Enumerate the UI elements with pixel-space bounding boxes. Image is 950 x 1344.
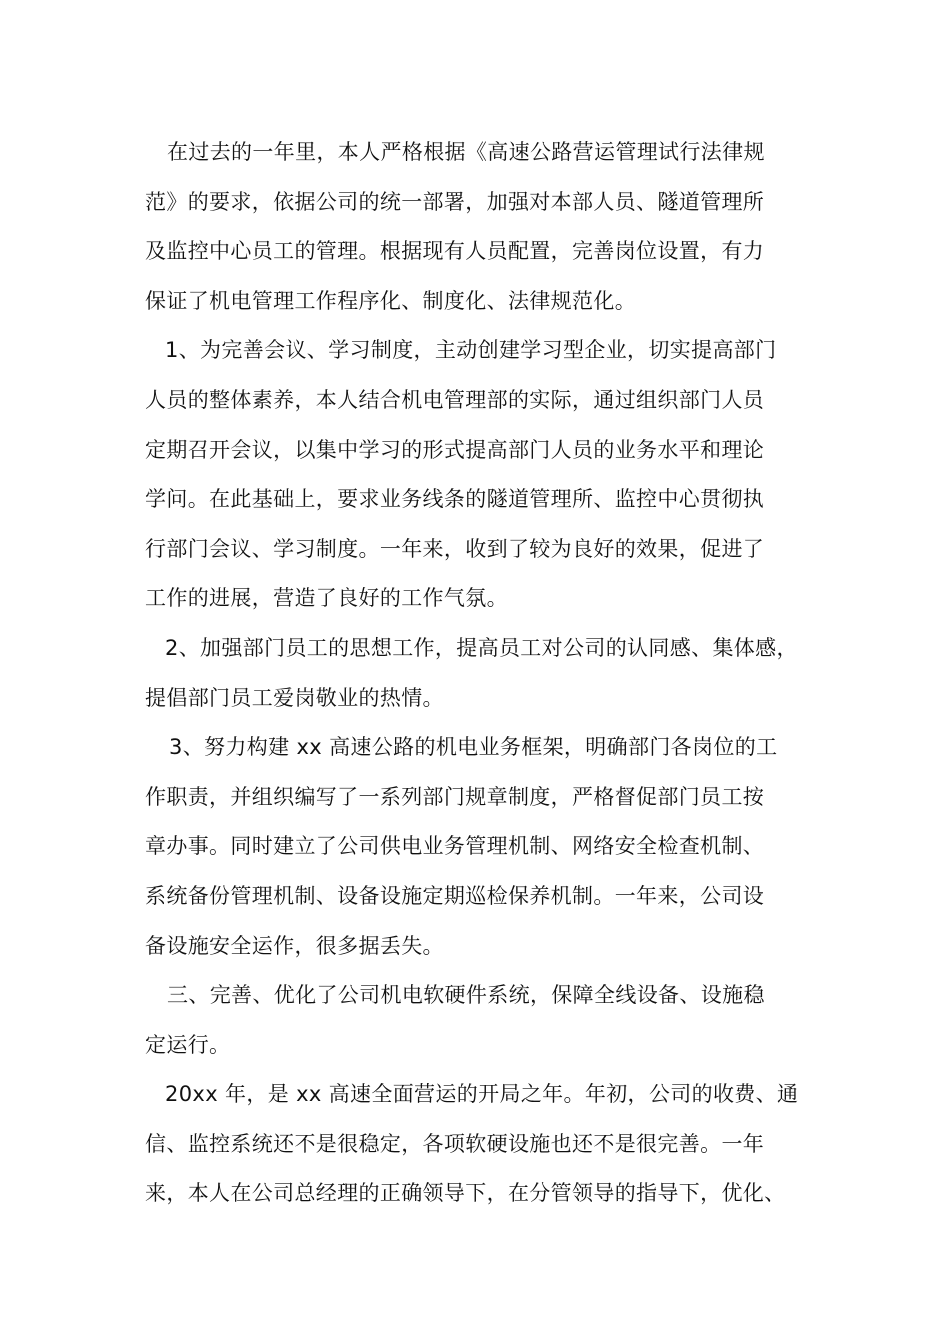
text-line: 在过去的一年里，本人严格根据《高速公路营运管理试行法律规 xyxy=(167,140,765,164)
paragraph-item-2 xyxy=(145,624,835,723)
text-line: 范》的要求，依据公司的统一部署，加强对本部人员、隧道管理所 xyxy=(145,189,765,214)
text-line: 20xx 年，是 xx 高速全面营运的开局之年。年初，公司的收费、通 xyxy=(165,1082,799,1107)
paragraph-intro xyxy=(145,128,835,326)
text-line: 作职责，并组织编写了一系列部门规章制度，严格督促部门员工按 xyxy=(145,784,765,809)
text-line: 定运行。 xyxy=(145,1032,231,1057)
text-line: 行部门会议、学习制度。一年来，收到了较为良好的效果，促进了 xyxy=(145,536,765,561)
paragraph-item-1 xyxy=(145,326,835,624)
text-line: 学问。在此基础上，要求业务线条的隧道管理所、监控中心贯彻执 xyxy=(145,487,765,512)
text-line: 及监控中心员工的管理。根据现有人员配置，完善岗位设置，有力 xyxy=(145,239,765,264)
text-line: 系统备份管理机制、设备设施定期巡检保养机制。一年来，公司设 xyxy=(145,883,765,908)
text-line: 三、完善、优化了公司机电软硬件系统，保障全线设备、设施稳 xyxy=(167,983,765,1008)
paragraph-item-3 xyxy=(145,723,835,971)
text-line: 人员的整体素养，本人结合机电管理部的实际，通过组织部门人员 xyxy=(145,387,765,412)
paragraph-year-summary xyxy=(145,1070,835,1219)
text-line: 备设施安全运作，很多据丢失。 xyxy=(145,933,444,958)
text-line: 信、监控系统还不是很稳定，各项软硬设施也还不是很完善。一年 xyxy=(145,1131,765,1156)
text-line: 章办事。同时建立了公司供电业务管理机制、网络安全检查机制、 xyxy=(145,834,765,859)
text-line: 定期召开会议，以集中学习的形式提高部门人员的业务水平和理论 xyxy=(145,437,765,462)
paragraph-section-3 xyxy=(145,971,835,1070)
text-line: 1、为完善会议、学习制度，主动创建学习型企业，切实提高部门 xyxy=(165,338,777,363)
text-line: 3、努力构建 xx 高速公路的机电业务框架，明确部门各岗位的工 xyxy=(169,735,778,760)
document-body xyxy=(145,128,835,1219)
text-line: 保证了机电管理工作程序化、制度化、法律规范化。 xyxy=(145,288,637,313)
text-line: 来，本人在公司总经理的正确领导下，在分管领导的指导下，优化、 xyxy=(145,1181,786,1206)
text-line: 工作的进展，营造了良好的工作气氛。 xyxy=(145,586,508,611)
text-line: 2、加强部门员工的思想工作，提高员工对公司的认同感、集体感， xyxy=(165,635,798,660)
text-line: 提倡部门员工爱岗敬业的热情。 xyxy=(145,685,444,710)
